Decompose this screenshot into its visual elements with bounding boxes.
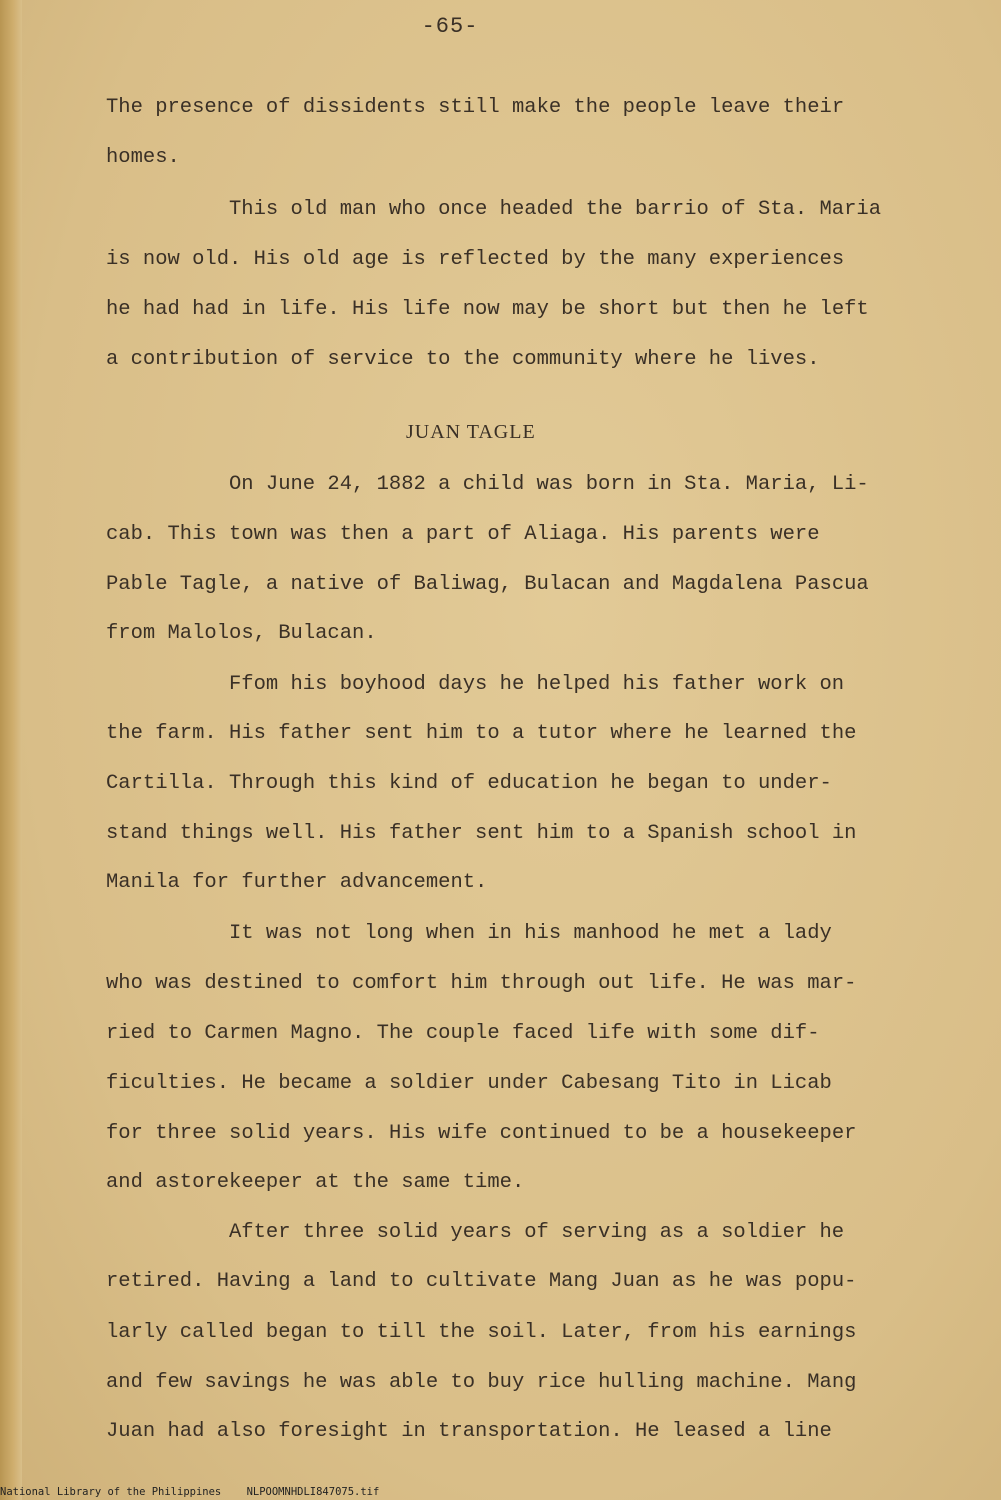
footer-filename: NLPOOMNHDLI847075.tif bbox=[246, 1486, 380, 1498]
text-line: a contribution of service to the community where he lives. bbox=[106, 348, 820, 371]
text-line: Cartilla. Through this kind of education he began to under- bbox=[106, 772, 832, 795]
text-line: It was not long when in his manhood he met a lady bbox=[229, 922, 832, 945]
text-line: the farm. His father sent him to a tutor where he learned the bbox=[106, 722, 857, 745]
scan-footer bbox=[0, 1486, 379, 1498]
text-line: Juan had also foresight in transportation. He leased a line bbox=[106, 1420, 832, 1443]
text-line: After three solid years of serving as a soldier he bbox=[229, 1221, 845, 1244]
text-line: homes. bbox=[106, 146, 180, 169]
text-line: he had had in life. His life now may be short but then he left bbox=[106, 298, 869, 321]
text-line: ficulties. He became a soldier under Cabesang Tito in Licab bbox=[106, 1072, 832, 1095]
text-line: and astorekeeper at the same time. bbox=[106, 1171, 525, 1194]
book-binding-edge bbox=[0, 0, 22, 1500]
text-line: ried to Carmen Magno. The couple faced life with some dif- bbox=[106, 1022, 820, 1045]
text-line: Manila for further advancement. bbox=[106, 871, 488, 894]
text-line: cab. This town was then a part of Aliaga. His parents were bbox=[106, 523, 820, 546]
text-line: The presence of dissidents still make the people leave their bbox=[106, 96, 845, 119]
text-line: Pable Tagle, a native of Baliwag, Bulacan and Magdalena Pascua bbox=[106, 573, 869, 596]
section-heading: JUAN TAGLE bbox=[406, 421, 536, 443]
text-line: is now old. His old age is reflected by the many experiences bbox=[106, 248, 845, 271]
text-line: Ffom his boyhood days he helped his father work on bbox=[229, 673, 845, 696]
text-line: larly called began to till the soil. Later, from his earnings bbox=[106, 1321, 857, 1344]
text-line: and few savings he was able to buy rice hulling machine. Mang bbox=[106, 1371, 857, 1394]
page-number: -65- bbox=[421, 14, 479, 39]
text-line: This old man who once headed the barrio of Sta. Maria bbox=[229, 198, 882, 221]
text-line: retired. Having a land to cultivate Mang Juan as he was popu- bbox=[106, 1270, 857, 1293]
document-page bbox=[22, 0, 1001, 1500]
text-line: stand things well. His father sent him to a Spanish school in bbox=[106, 822, 857, 845]
text-line: On June 24, 1882 a child was born in Sta. Maria, Li- bbox=[229, 473, 869, 496]
text-line: from Malolos, Bulacan. bbox=[106, 622, 377, 645]
footer-library: National Library of the Philippines bbox=[0, 1486, 222, 1498]
text-line: who was destined to comfort him through out life. He was mar- bbox=[106, 972, 857, 995]
text-line: for three solid years. His wife continued to be a housekeeper bbox=[106, 1122, 857, 1145]
